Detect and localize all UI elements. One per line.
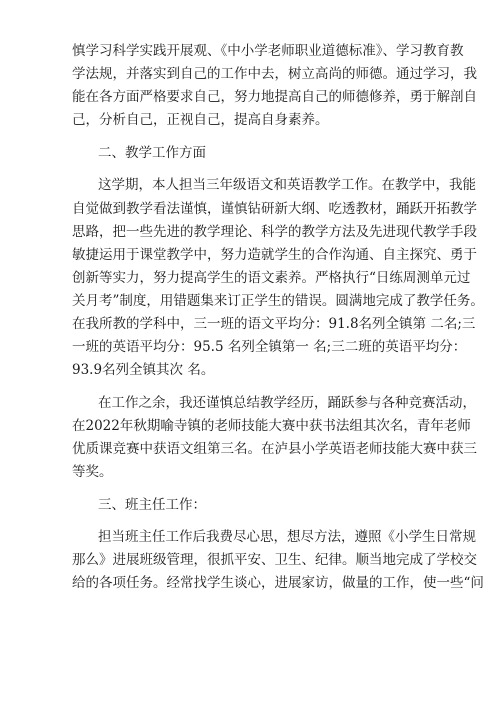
paragraph-ethics [72, 40, 477, 132]
text-line: 自觉做到教学看法谨慎，谨慎钻研新大纲、吃透教材，踊跃开拓教学 [72, 200, 477, 217]
text-line: 等奖。 [72, 464, 113, 481]
section-heading-teaching [72, 142, 428, 165]
paragraph-teaching-work [72, 174, 484, 382]
text-line: 在我所教的学科中，三一班的语文平均分：91.8名列全镇第 二名;三 [72, 316, 476, 333]
heading-text: 二、教学工作方面 [98, 144, 206, 161]
text-line: 关月考”制度，用错题集来订正学生的错误。圆满地完成了教学任务。 [72, 292, 484, 309]
text-line: 给的各项任务。经常找学生谈心，进展家访，做量的工作，使一些“问 [72, 575, 484, 592]
text-line: 己，分析自己，正视自己，提高自身素养。 [72, 112, 329, 129]
text-line: 优质课竞赛中获语文组第三名。在泸县小学英语老师技能大赛中获三 [72, 441, 477, 457]
paragraph-class-teacher-work [72, 526, 484, 595]
text-line: 那么》进展班级管理，很抓平安、卫生、纪律。顺当地完成了学校交 [72, 552, 477, 569]
text-line: 创新等实力，努力提高学生的语文素养。严格执行“日练周测单元过 [72, 269, 471, 286]
section-heading-class-teacher [72, 494, 428, 517]
text-line: 在工作之余，我还谨慎总结教学经历，踊跃参与各种竞赛活动， [98, 394, 476, 411]
text-line: 在2022年秋期喻寺镇的老师技能大赛中获书法组其次名，青年老师 [72, 417, 471, 434]
text-line: 担当班主任工作后我费尽心思，想尽方法，遵照《小学生日常规 [98, 529, 476, 546]
text-line: 思路，把一些先进的教学理论、科学的教学方法及先进现代教学手段 [72, 223, 477, 240]
text-line: 93.9名列全镇其次 名。 [72, 362, 215, 379]
heading-text: 三、班主任工作： [98, 496, 206, 513]
text-line: 慎学习科学实践开展观、《中小学老师职业道德标准》、学习教育教 [72, 43, 464, 59]
text-line: 学法规，并落实到自己的工作中去，树立高尚的师德。通过学习，我 [72, 66, 477, 83]
text-line: 敏捷运用于课堂教学中，努力造就学生的合作沟通、自主探究、勇于 [72, 246, 477, 263]
text-line: 这学期，本人担当三年级语文和英语教学工作。在教学中，我能 [98, 177, 476, 194]
text-line: 一班的英语平均分：95.5 名列全镇第一 名;三二班的英语平均分： [72, 339, 467, 356]
paragraph-competitions [72, 392, 477, 484]
text-line: 能在各方面严格要求自己，努力地提高自己的师德修养，勇于解剖自 [72, 89, 477, 106]
